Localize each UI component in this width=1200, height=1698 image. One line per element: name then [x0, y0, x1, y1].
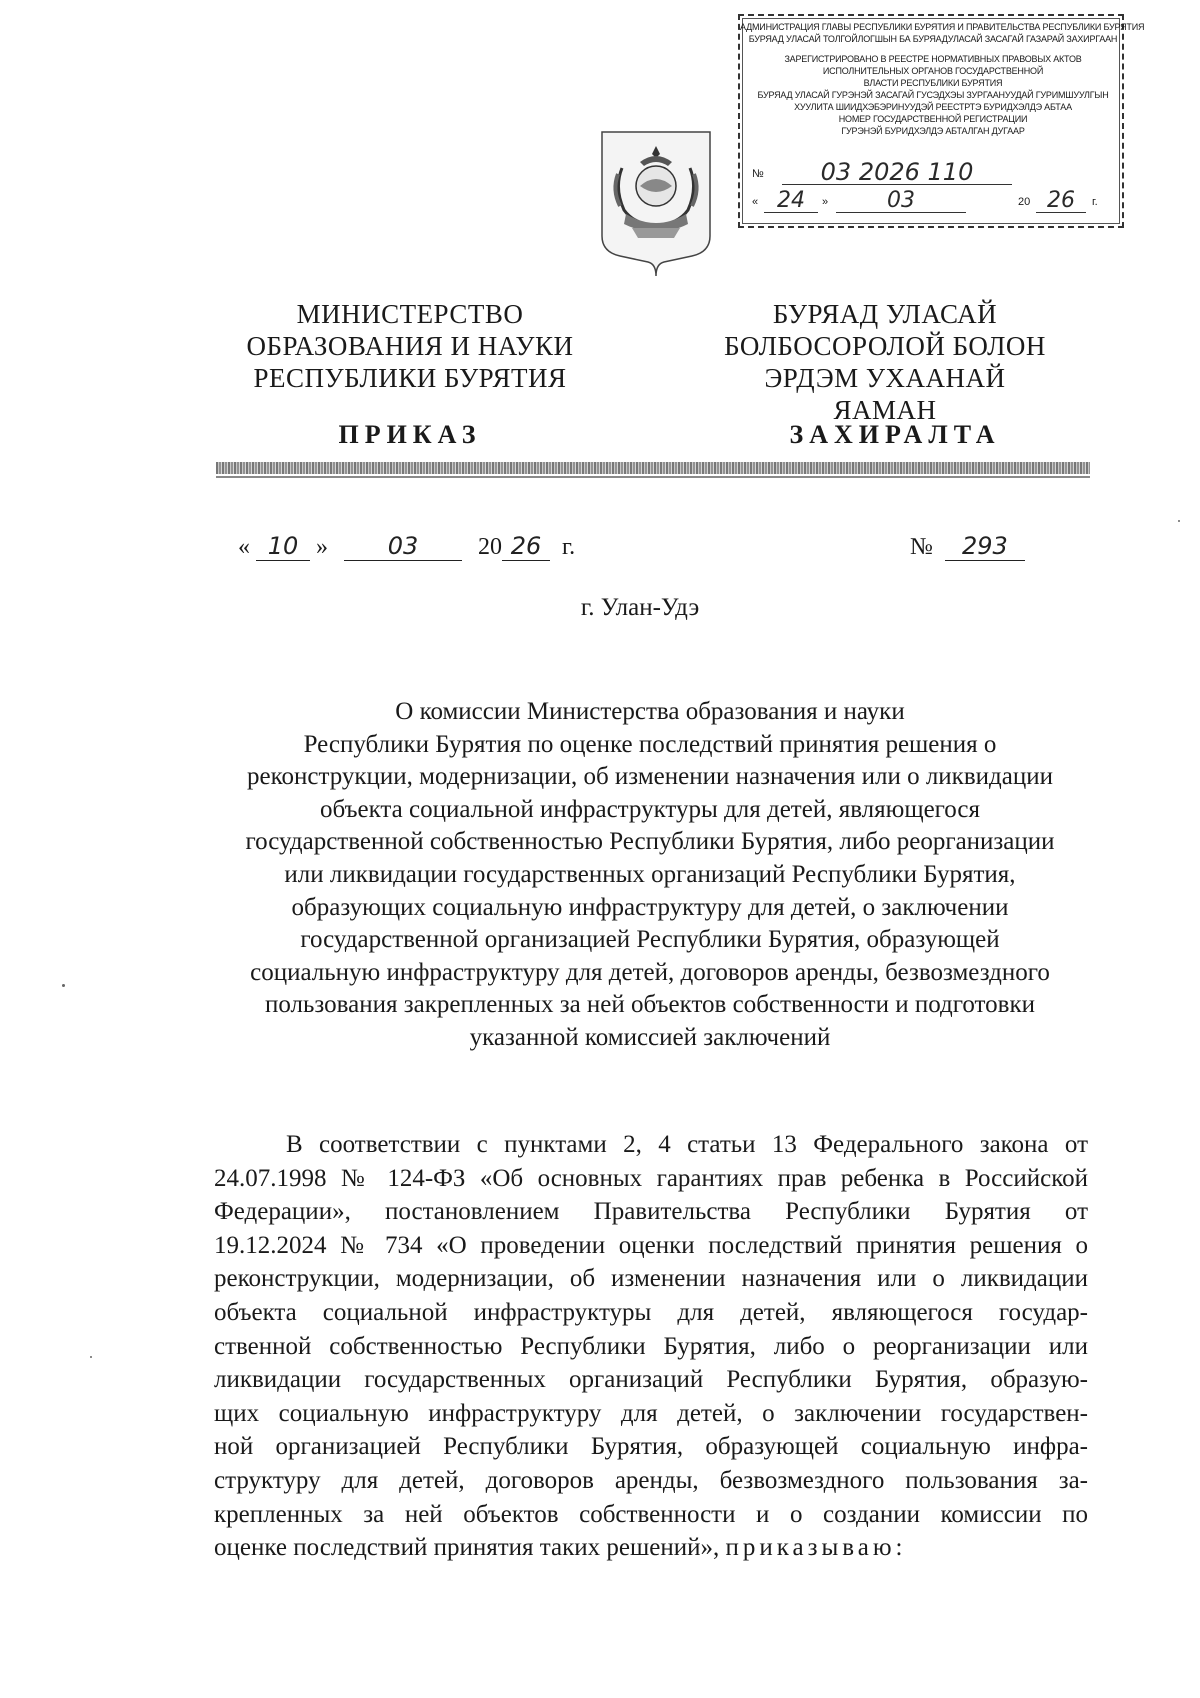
document-type-bua: ЗАХИРАЛТА	[789, 420, 1001, 449]
header-divider-thin	[216, 476, 1090, 478]
body-line: В соответствии с пунктами 2, 4 статьи 13 Федерального закона от	[286, 1131, 1088, 1158]
document-type-ru: ПРИКАЗ	[338, 420, 482, 449]
header-divider	[216, 462, 1090, 474]
order-date-month: 03	[344, 532, 462, 561]
subject-line: социальную инфраструктуру для детей, договоров аренды, безвозмездного	[250, 958, 1050, 986]
subject-line: Республики Бурятия по оценке последствий принятия решения о	[303, 730, 997, 758]
subject-line: реконструкции, модернизации, об изменении назначения или о ликвидации	[247, 763, 1053, 791]
stamp-date-year-prefix: 20	[1018, 196, 1031, 208]
body-line: крепленных за ней объектов собственности и о создании комиссии по	[214, 1500, 1088, 1528]
order-number-label: №	[910, 534, 933, 560]
stamp-date-year: 26	[1036, 190, 1086, 213]
stamp-line: БУРЯАД УЛАСАЙ ГУРЭНЭЙ ЗАСАГАЙ ГУСЭДХЭЫ ЗУРГААНУУДАЙ ГУРИМШУУЛГЫН	[757, 90, 1109, 100]
stamp-date-close: »	[822, 196, 829, 208]
order-date	[238, 532, 575, 572]
stamp-date-suffix: г.	[1092, 196, 1098, 208]
subject-line: государственной организацией Республики Бурятия, образующей	[300, 926, 1000, 954]
stamp-line: АДМИНИСТРАЦИЯ ГЛАВЫ РЕСПУБЛИКИ БУРЯТИЯ И ПРАВИТЕЛЬСТВА РЕСПУБЛИКИ БУРЯТИЯ	[740, 22, 1145, 32]
order-subject	[200, 696, 1100, 1055]
body-line: Федерации», постановлением Правительства Республики Бурятия от	[214, 1198, 1088, 1226]
stamp-number-label: №	[752, 168, 764, 180]
ministry-name-ru-line: МИНИСТЕРСТВО	[296, 299, 524, 329]
registration-stamp	[738, 14, 1145, 228]
body-line-final	[214, 1531, 1088, 1565]
order-date-day: 10	[256, 532, 310, 561]
ministry-name-bua-line: БУРЯАД УЛАСАЙ	[772, 299, 998, 329]
stamp-line: ХУУЛИТА ШИИДХЭБЭРИНУУДЭЙ РЕЕСТРТЭ БУРИДХЭЛДЭ АБТАА	[794, 102, 1072, 112]
body-line: ликвидации государственных организаций Республики Бурятия, образую-	[214, 1366, 1088, 1394]
body-line: щих социальную инфраструктуру для детей, о заключении государствен-	[214, 1399, 1088, 1427]
ministry-name-bua-line: БОЛБОСОРОЛОЙ БОЛОН	[724, 331, 1046, 361]
stamp-line: ЗАРЕГИСТРИРОВАНО В РЕЕСТРЕ НОРМАТИВНЫХ ПРАВОВЫХ АКТОВ	[784, 54, 1082, 64]
body-line: реконструкции, модернизации, об изменении назначения или о ликвидации	[214, 1265, 1088, 1293]
stamp-line: НОМЕР ГОСУДАРСТВЕННОЙ РЕГИСТРАЦИИ	[838, 114, 1028, 124]
order-date-close: »	[316, 534, 328, 560]
order-city: г. Улан-Удэ	[580, 594, 700, 621]
subject-line: пользования закрепленных за ней объектов собственности и подготовки	[265, 991, 1035, 1019]
scan-speck	[90, 1356, 92, 1358]
stamp-date-day: 24	[764, 190, 818, 213]
subject-line: О комиссии Министерства образования и науки	[395, 698, 905, 725]
ministry-name-ru-line: РЕСПУБЛИКИ БУРЯТИЯ	[253, 363, 567, 393]
stamp-line: ВЛАСТИ РЕСПУБЛИКИ БУРЯТИЯ	[863, 78, 1003, 88]
coat-of-arms-emblem	[598, 128, 714, 280]
body-line: 19.12.2024 № 734 «О проведении оценки последствий принятия решения о	[214, 1231, 1088, 1259]
ministry-name-ru-line: ОБРАЗОВАНИЯ И НАУКИ	[246, 331, 574, 361]
scan-speck	[1178, 520, 1180, 522]
stamp-line: ИСПОЛНИТЕЛЬНЫХ ОРГАНОВ ГОСУДАРСТВЕННОЙ	[822, 66, 1044, 76]
ministry-name-ru	[230, 298, 590, 394]
ministry-name-bua-line: ЭРДЭМ УХААНАЙ ЯАМАН	[764, 363, 1006, 425]
order-number	[910, 532, 1025, 572]
body-line: 24.07.1998 № 124-ФЗ «Об основных гарантиях прав ребенка в Российской	[214, 1164, 1088, 1192]
stamp-date-month: 03	[836, 190, 966, 213]
subject-line: указанной комиссией заключений	[469, 1023, 831, 1051]
subject-line: образующих социальную инфраструктуру для детей, о заключении	[291, 893, 1009, 921]
order-date-open: «	[238, 534, 250, 560]
subject-line: или ликвидации государственных организаций Республики Бурятия,	[284, 860, 1016, 888]
ministry-name-bua	[710, 298, 1060, 426]
scan-speck	[62, 984, 65, 987]
order-date-year-prefix: 20	[478, 534, 502, 560]
body-final-text: оценке последствий принятия таких решений»,	[214, 1534, 726, 1562]
stamp-date-open: «	[752, 196, 759, 208]
body-line: структуру для детей, договоров аренды, безвозмездного пользования за-	[214, 1466, 1088, 1494]
subject-line: объекта социальной инфраструктуры для детей, являющегося	[319, 795, 981, 823]
order-action-word: приказываю:	[725, 1534, 907, 1562]
order-date-year: 26	[502, 532, 550, 561]
subject-line: государственной собственностью Республики Бурятия, либо реорганизации	[245, 828, 1055, 856]
stamp-line: ГУРЭНЭЙ БУРИДХЭЛДЭ АБТАЛГАН ДУГААР	[841, 126, 1025, 136]
order-number-value: 293	[945, 532, 1025, 561]
body-line: ственной собственностью Республики Бурятия, либо о реорганизации или	[214, 1332, 1088, 1360]
order-date-suffix: г.	[562, 534, 576, 560]
stamp-line: БУРЯАД УЛАСАЙ ТОЛГОЙЛОГШЫН БА БУРЯАДУЛАСАЙ ЗАСАГАЙ ГАЗАРАЙ ЗАХИРГААН	[748, 34, 1118, 44]
body-line: ной организацией Республики Бурятия, образующей социальную инфра-	[214, 1433, 1088, 1461]
order-body	[214, 1128, 1088, 1565]
stamp-registration-number: 03 2026 110	[782, 160, 1012, 185]
body-line: объекта социальной инфраструктуры для детей, являющегося государ-	[214, 1298, 1088, 1326]
